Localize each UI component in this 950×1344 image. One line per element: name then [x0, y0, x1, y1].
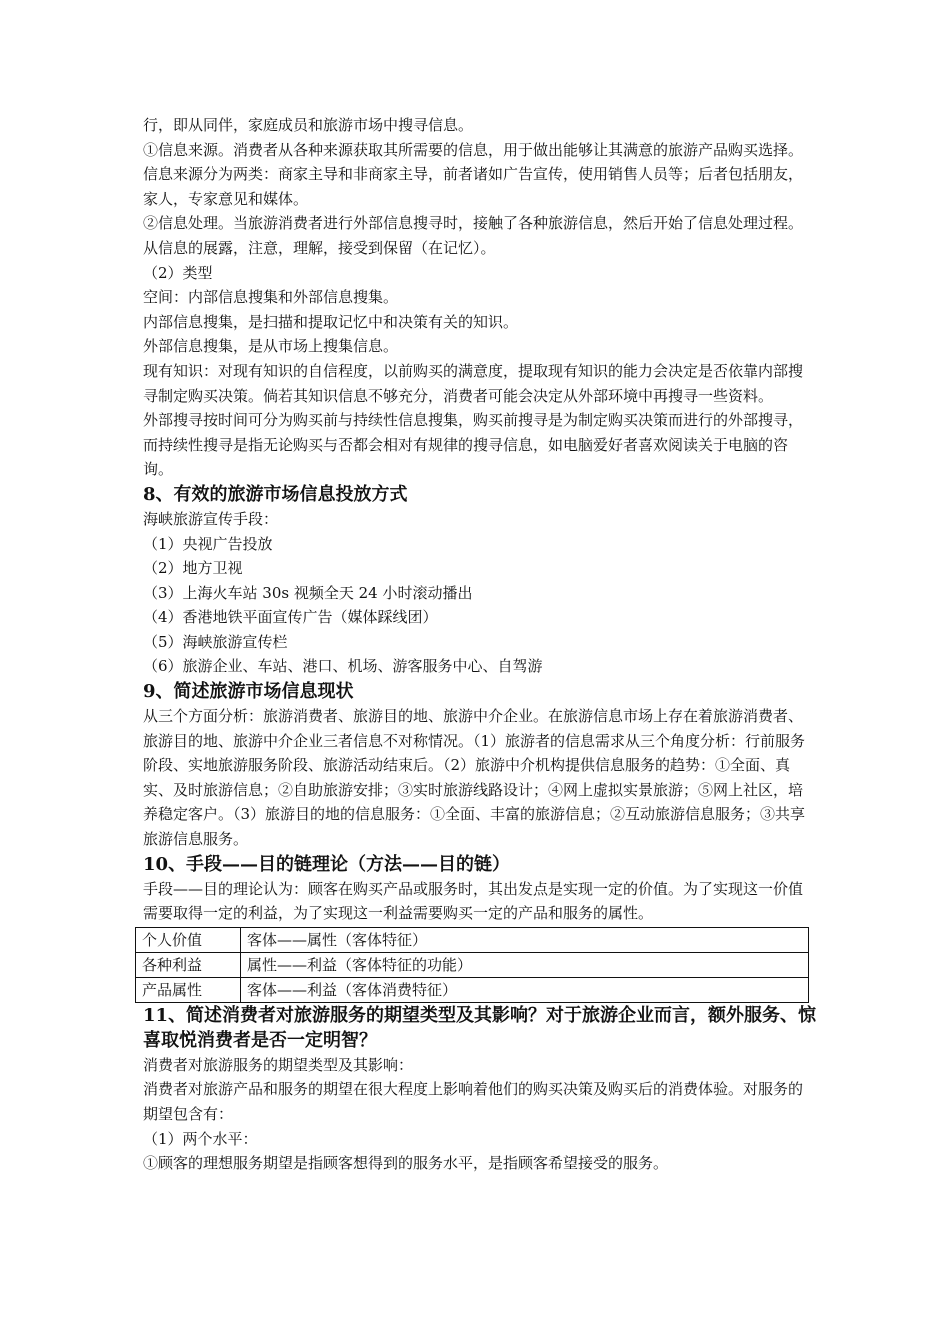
- table-row: [136, 927, 809, 952]
- section-title: 、有效的旅游市场信息投放方式: [155, 483, 408, 505]
- table-row: [136, 977, 809, 1002]
- paragraph: 现有知识：对现有知识的自信程度，以前购买的满意度，提取现有知识的能力会决定是否依靠内部搜寻制定购买决策。倘若其知识信息不够充分，消费者可能会决定从外部环境中再搜寻一些资料。: [143, 361, 804, 405]
- paragraph: 空间：内部信息搜集和外部信息搜集。: [143, 288, 399, 307]
- section-number: 10: [143, 853, 169, 875]
- paragraph: （1）两个水平：: [143, 1129, 258, 1148]
- section-number: 8: [143, 483, 156, 505]
- paragraph: 内部信息搜集，是扫描和提取记忆中和决策有关的知识。: [143, 312, 519, 331]
- paragraph: 消费者对旅游产品和服务的期望在很大程度上影响着他们的购买决策及购买后的消费体验。对服务的期望包含有：: [143, 1080, 804, 1123]
- table-cell: 产品属性: [136, 977, 241, 1002]
- section-heading: [143, 852, 817, 877]
- paragraph: ②信息处理。当旅游消费者进行外部信息搜寻时，接触了各种旅游信息，然后开始了信息处理过程。从信息的展露，注意，理解，接受到保留（在记忆）。: [143, 214, 804, 257]
- section-heading: [143, 679, 817, 704]
- table-row: [136, 952, 809, 977]
- paragraph: ①顾客的理想服务期望是指顾客想得到的服务水平，是指顾客希望接受的服务。: [143, 1154, 669, 1173]
- table-cell: 属性——利益（客体特征的功能）: [241, 952, 809, 977]
- list-item: （2）地方卫视: [143, 559, 243, 578]
- section-number: 9: [143, 681, 156, 703]
- list-item: （5）海峡旅游宣传栏: [143, 632, 288, 651]
- list-item: （1）央视广告投放: [143, 534, 273, 553]
- list-item: （4）香港地铁平面宣传广告（媒体踩线团）: [143, 608, 438, 627]
- section-title: 、简述消费者对旅游服务的期望类型及其影响？对于旅游企业而言，额外服务、惊喜取悦消费者是否一定明智？: [143, 1004, 817, 1051]
- means-end-table: [135, 927, 809, 1003]
- table-cell: 客体——属性（客体特征）: [241, 927, 809, 952]
- list-item: （6）旅游企业、车站、港口、机场、游客服务中心、自驾游: [143, 657, 543, 676]
- section-number: 11: [143, 1004, 169, 1026]
- paragraph: 行，即从同伴，家庭成员和旅游市场中搜寻信息。: [143, 116, 474, 134]
- section-heading: [143, 1003, 817, 1053]
- paragraph: 外部搜寻按时间可分为购买前与持续性信息搜集，购买前搜寻是为制定购买决策而进行的外部搜寻，而持续性搜寻是指无论购买与否都会相对有规律的搜寻信息，如电脑爱好者喜欢阅读关于电脑的咨询。: [143, 411, 804, 479]
- table-cell: 客体——利益（客体消费特征）: [241, 977, 809, 1002]
- paragraph: 外部信息搜集，是从市场上搜集信息。: [143, 337, 399, 356]
- paragraph: 消费者对旅游服务的期望类型及其影响：: [143, 1055, 414, 1074]
- paragraph: （2）类型: [143, 263, 213, 282]
- paragraph: ①信息来源。消费者从各种来源获取其所需要的信息，用于做出能够让其满意的旅游产品购买选择。信息来源分为两类：商家主导和非商家主导，前者诸如广告宣传，使用销售人员等；后者包括朋友，家人，专家意见和媒体。: [143, 140, 804, 208]
- paragraph: 手段——目的理论认为：顾客在购买产品或服务时，其出发点是实现一定的价值。为了实现这一价值需要取得一定的利益，为了实现这一利益需要购买一定的产品和服务的属性。: [143, 879, 804, 923]
- section-title: 、简述旅游市场信息现状: [155, 681, 354, 703]
- section-title: 、手段——目的链理论（方法——目的链）: [168, 853, 511, 875]
- table-cell: 各种利益: [136, 952, 241, 977]
- section-heading: [143, 482, 817, 507]
- paragraph: 从三个方面分析：旅游消费者、旅游目的地、旅游中介企业。在旅游信息市场上存在着旅游消费者、旅游目的地、旅游中介企业三者信息不对称情况。（1）旅游者的信息需求从三个角度分析：行前服务阶段、实地旅游服务阶段、旅游活动结束后。（2）旅游中介机构提供信息服务的趋势：①全面、真实、及时旅游信息；②自助旅游安排；③实时旅游线路设计；④网上虚拟实景旅游；⑤网上社区，培养稳定客户。（3）旅游目的地的信息服务：①全面、丰富的旅游信息；②互动旅游信息服务；③共享旅游信息服务。: [143, 707, 806, 849]
- list-item: 海峡旅游宣传手段：: [143, 509, 279, 528]
- list-item: （3）上海火车站 30s 视频全天 24 小时滚动播出: [143, 583, 473, 602]
- table-cell: 个人价值: [136, 927, 241, 952]
